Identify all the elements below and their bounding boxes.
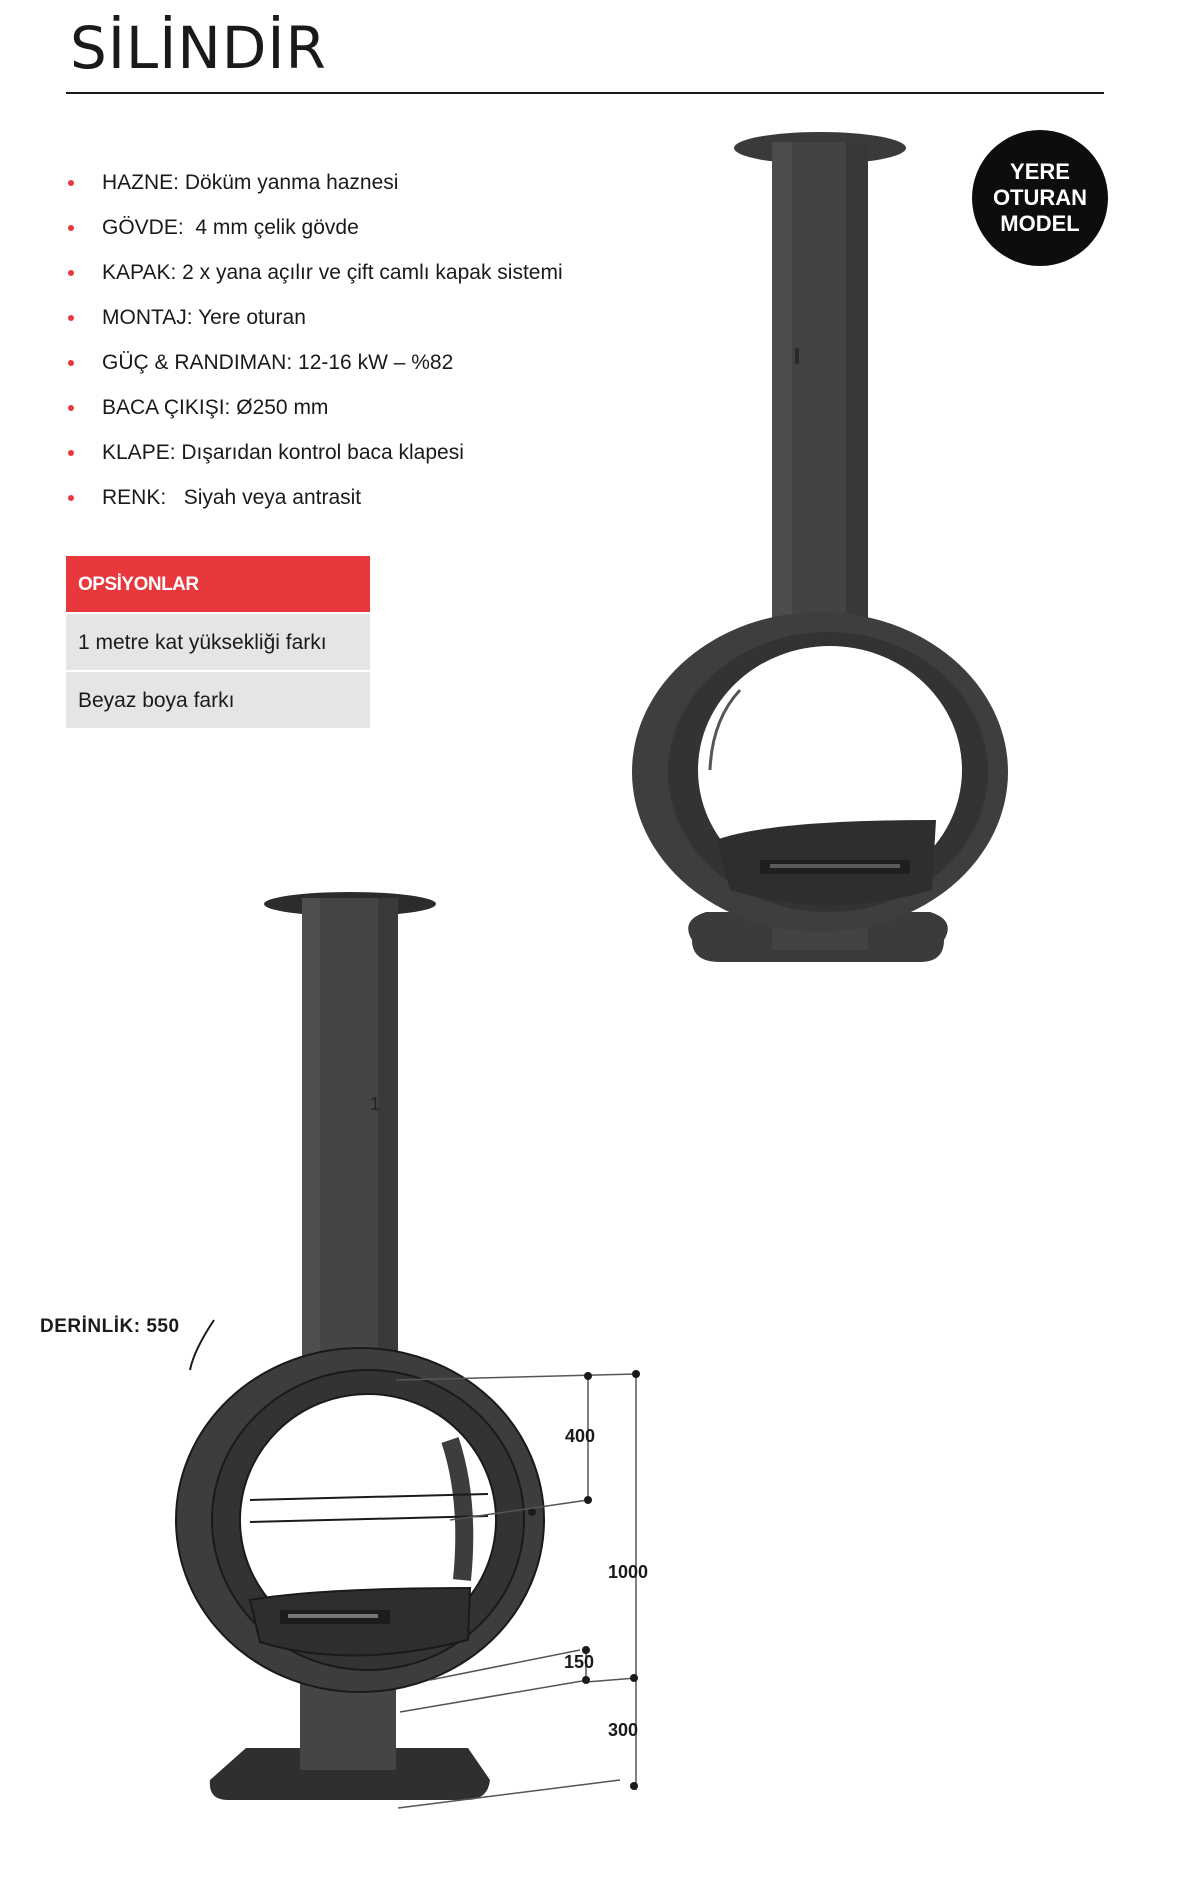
feature-label: GÖVDE:	[102, 216, 184, 239]
depth-label: DERİNLİK: 550	[40, 1316, 180, 1337]
badge-line: YERE	[1010, 159, 1070, 184]
bullet-icon	[68, 315, 74, 321]
badge-line: MODEL	[1000, 211, 1080, 236]
feature-value: 2 x yana açılır ve çift camlı kapak sistemi	[182, 261, 563, 284]
option-row: Beyaz boya farkı	[66, 670, 370, 728]
dimension-total-height: 1000	[608, 1562, 649, 1582]
feature-value: Dışarıdan kontrol baca klapesi	[181, 441, 464, 464]
bullet-icon	[68, 360, 74, 366]
feature-label: HAZNE:	[102, 171, 180, 194]
feature-label: KLAPE:	[102, 441, 176, 464]
option-row: 1 metre kat yüksekliği farkı	[66, 612, 370, 670]
feature-value: 12-16 kW – %82	[298, 351, 454, 374]
feature-label: BACA ÇIKIŞI:	[102, 396, 231, 419]
feature-item	[68, 305, 563, 350]
bullet-icon	[68, 450, 74, 456]
feature-item	[68, 350, 563, 395]
bullet-icon	[68, 405, 74, 411]
options-header: OPSİYONLAR	[66, 556, 370, 612]
badge-line: OTURAN	[992, 185, 1088, 210]
feature-label: KAPAK:	[102, 261, 177, 284]
product-technical-drawing	[150, 880, 710, 1840]
dimension-top-section: 400	[565, 1426, 596, 1446]
feature-value: Döküm yanma haznesi	[184, 171, 399, 194]
feature-item	[68, 485, 563, 530]
options-table	[66, 556, 370, 728]
feature-label: RENK:	[102, 486, 167, 509]
title-divider	[66, 92, 1104, 94]
feature-item	[68, 170, 563, 215]
bullet-icon	[68, 495, 74, 501]
feature-label: GÜÇ & RANDIMAN:	[102, 351, 293, 374]
dimension-base: 300	[608, 1720, 639, 1740]
dimension-bottom-section: 150	[564, 1652, 595, 1672]
page-title: SİLİNDİR	[70, 14, 327, 82]
feature-value: Ø250 mm	[236, 396, 329, 419]
feature-item	[68, 260, 563, 305]
feature-value: 4 mm çelik gövde	[195, 216, 359, 239]
bullet-icon	[68, 180, 74, 186]
feature-value: Yere oturan	[198, 306, 306, 329]
feature-label: MONTAJ:	[102, 306, 193, 329]
bullet-icon	[68, 225, 74, 231]
feature-item	[68, 395, 563, 440]
svg-text:1: 1	[370, 1094, 381, 1114]
feature-value: Siyah veya antrasit	[183, 486, 362, 509]
feature-item	[68, 440, 563, 485]
feature-list	[68, 170, 563, 530]
bullet-icon	[68, 270, 74, 276]
feature-item	[68, 215, 563, 260]
